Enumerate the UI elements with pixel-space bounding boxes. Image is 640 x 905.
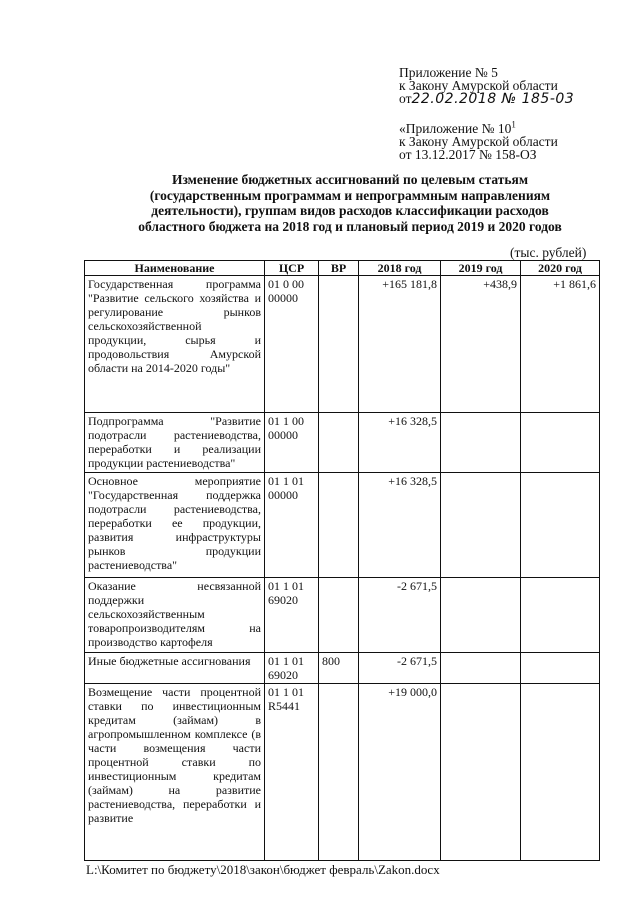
- title-line-1: Изменение бюджетных ассигнований по целевым статьям: [171, 172, 529, 187]
- appendix-date-line: [399, 92, 629, 106]
- row-2019: [441, 653, 521, 684]
- original-appendix-number: «Приложение № $10^1$: [399, 119, 516, 136]
- row-2018: +16 328,5: [359, 413, 441, 473]
- header-2019: 2019 год: [441, 261, 521, 276]
- row-2019: [441, 413, 521, 473]
- table-header-row: [85, 261, 600, 276]
- header-csr: ЦСР: [265, 261, 319, 276]
- row-csr: 01 0 00 00000: [265, 276, 319, 413]
- row-csr: 01 1 01 69020: [265, 578, 319, 653]
- title-line-2: (государственным программам и непрограммным направлениям: [149, 187, 551, 203]
- appendix-superscript: 1: [511, 119, 516, 130]
- table-row: [85, 653, 600, 684]
- row-vr: [319, 578, 359, 653]
- header-2020: 2020 год: [521, 261, 600, 276]
- title-line-4: областного бюджета на 2018 год и плановый период 2019 и 2020 годов: [138, 218, 562, 234]
- table-row: [85, 473, 600, 578]
- header-2018: 2018 год: [359, 261, 441, 276]
- row-name: Государственная программа "Развитие сельского хозяйства и регулирование рынков сельскохозяйственной продукции, сырья и продовольствия Амурской области на 2014-2020 годы": [85, 276, 265, 413]
- row-2019: [441, 473, 521, 578]
- row-vr: [319, 684, 359, 861]
- file-path-footer: L:\Комитет по бюджету\2018\закон\бюджет февраль\Zakon.docx: [86, 862, 440, 877]
- appendix-number: Приложение № 5: [399, 65, 498, 80]
- row-2020: [521, 684, 600, 861]
- table-row: [85, 413, 600, 473]
- row-csr: 01 1 01 R5441: [265, 684, 319, 861]
- row-2018: -2 671,5: [359, 653, 441, 684]
- row-2020: +1 861,6: [521, 276, 600, 413]
- table-row: [85, 684, 600, 861]
- row-vr: [319, 473, 359, 578]
- row-2019: [441, 684, 521, 861]
- row-name: Иные бюджетные ассигнования: [85, 653, 265, 684]
- row-2019: [441, 578, 521, 653]
- row-2018: -2 671,5: [359, 578, 441, 653]
- row-name: Подпрограмма "Развитие подотрасли растениеводства, переработки и реализации продукции растениеводства": [85, 413, 265, 473]
- appendix-law-ref: к Закону Амурской области: [399, 78, 558, 93]
- row-name: Основное мероприятие "Государственная поддержка подотрасли растениеводства, переработки ее продукции, развития инфраструктуры рынков продукции растениеводства": [85, 473, 265, 578]
- header-vr: ВР: [319, 261, 359, 276]
- row-2020: [521, 473, 600, 578]
- row-2020: [521, 653, 600, 684]
- table-row: [85, 276, 600, 413]
- row-2018: +19 000,0: [359, 684, 441, 861]
- row-vr: 800: [319, 653, 359, 684]
- original-appendix-law-ref: к Закону Амурской области: [399, 134, 558, 149]
- units-label: (тыс. рублей): [510, 245, 587, 260]
- row-vr: [319, 276, 359, 413]
- appendix-date-prefix: от: [399, 91, 412, 106]
- row-2018: +165 181,8: [359, 276, 441, 413]
- document-title: [80, 172, 620, 234]
- row-csr: 01 1 01 00000: [265, 473, 319, 578]
- row-csr: 01 1 01 69020: [265, 653, 319, 684]
- row-vr: [319, 413, 359, 473]
- original-appendix-date: от 13.12.2017 № 158-ОЗ: [399, 147, 537, 162]
- title-line-3: деятельности), группам видов расходов классификации расходов: [151, 203, 549, 218]
- budget-table: [84, 260, 600, 861]
- appendix-header: [399, 66, 629, 161]
- row-2020: [521, 578, 600, 653]
- header-name: Наименование: [85, 261, 265, 276]
- handwritten-date-number: 22.02.2018 № 185-03: [411, 91, 575, 107]
- row-name: Возмещение части процентной ставки по инвестиционным кредитам (займам) в агропромышленном комплексе (в части возмещения части процентной ставки по инвестиционным кредитам (займам) на развитие растениеводства, переработки и развитие: [85, 684, 265, 861]
- row-2020: [521, 413, 600, 473]
- row-name: Оказание несвязанной поддержки сельскохозяйственным товаропроизводителям на производство картофеля: [85, 578, 265, 653]
- row-2019: +438,9: [441, 276, 521, 413]
- table-row: [85, 578, 600, 653]
- row-csr: 01 1 00 00000: [265, 413, 319, 473]
- row-2018: +16 328,5: [359, 473, 441, 578]
